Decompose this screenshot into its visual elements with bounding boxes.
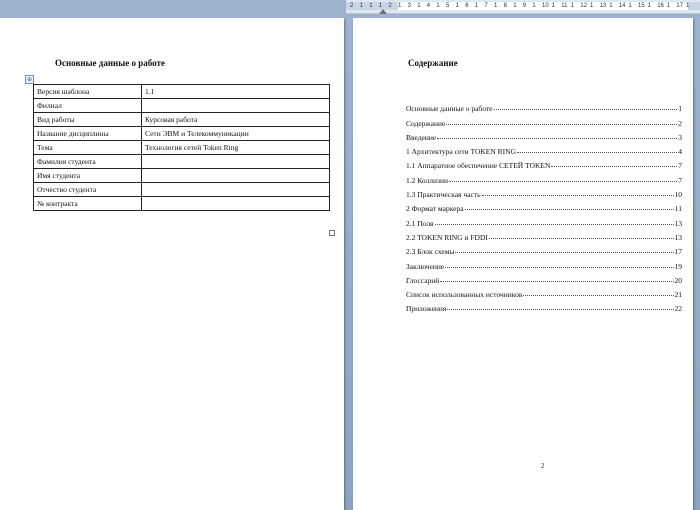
ruler-tick-label: 1 <box>647 3 651 9</box>
ruler-tick-label: 1 <box>609 3 613 9</box>
table-row <box>34 99 330 113</box>
toc-entry-page: 17 <box>674 247 682 257</box>
toc-entry-text: 2.2 TOKEN RING и FDDI <box>406 232 488 242</box>
toc-entry-text: 2.1 Поля <box>406 218 434 228</box>
toc-entry-text: 2 Формат маркера <box>406 204 464 214</box>
toc-entry[interactable] <box>406 213 682 227</box>
ruler-tick-label: 11 <box>561 3 568 9</box>
toc-leader-dots <box>446 123 677 125</box>
toc-entry[interactable] <box>406 299 682 313</box>
field-label[interactable]: № контракта <box>34 197 142 211</box>
toc-entry-page: 19 <box>674 261 682 271</box>
toc-entry-page: 11 <box>674 204 682 214</box>
ruler-tick-label: 7 <box>484 3 488 9</box>
field-label[interactable]: Филиал <box>34 99 142 113</box>
ruler-tick-label: 1 <box>436 3 440 9</box>
toc-entry-page: 10 <box>674 190 682 200</box>
ruler-tick-label: 1 <box>455 3 459 9</box>
table-row <box>34 169 330 183</box>
table-row <box>34 197 330 211</box>
table-row <box>34 127 330 141</box>
toc-entry-page: 1 <box>678 104 682 114</box>
ruler-margin-right <box>688 2 700 10</box>
toc-entry-text: 1.1 Аппаратное обеспечение СЕТЕЙ TOKEN <box>406 161 551 171</box>
toc-leader-dots <box>440 280 673 282</box>
toc-leader-dots <box>465 208 674 210</box>
toc-entry[interactable] <box>406 199 682 213</box>
field-value[interactable]: 1.1 <box>142 85 330 99</box>
toc-entry-text: Введение <box>406 132 437 142</box>
ruler-tick-label: 4 <box>426 3 431 9</box>
table-row <box>34 183 330 197</box>
ruler-tick-label: 14 <box>618 3 626 9</box>
field-value[interactable]: Сети ЭВМ и Телекоммуникации <box>142 127 330 141</box>
toc-entry-page: 21 <box>674 290 682 300</box>
table-row <box>34 85 330 99</box>
ruler-tick-label: 2 <box>350 3 354 9</box>
indent-marker-icon[interactable] <box>379 9 387 14</box>
ruler-tick-label: 1 <box>494 3 498 9</box>
ruler-tick-label: 1 <box>551 3 555 9</box>
toc-entry-page: 4 <box>678 147 682 157</box>
toc-entry-text: 1.3 Практическая часть <box>406 190 481 200</box>
ruler-tick-label: 1 <box>398 3 402 9</box>
toc-entry[interactable] <box>406 113 682 127</box>
field-value[interactable]: Технология сетей Token Ring <box>142 141 330 155</box>
field-value[interactable] <box>142 169 330 183</box>
field-label[interactable]: Тема <box>34 141 142 155</box>
page-number: 2 <box>541 462 545 470</box>
field-label[interactable]: Версия шаблона <box>34 85 142 99</box>
field-value[interactable] <box>142 99 330 113</box>
toc-leader-dots <box>445 266 673 268</box>
toc-entry[interactable] <box>406 128 682 142</box>
field-label[interactable]: Фамилия студента <box>34 155 142 169</box>
ruler-tick-label: 1 <box>369 3 373 9</box>
ruler-tick-label: 1 <box>417 3 421 9</box>
toc-entry[interactable] <box>406 156 682 170</box>
toc-title: Содержание <box>408 58 458 68</box>
field-label[interactable]: Вид работы <box>34 113 142 127</box>
ruler-tick-label: 1 <box>570 3 575 9</box>
field-label[interactable]: Имя студента <box>34 169 142 183</box>
toc-entry-page: 3 <box>678 132 682 142</box>
table-resize-handle-icon[interactable] <box>329 230 335 236</box>
field-value[interactable] <box>142 183 330 197</box>
ruler-tick-label: 1 <box>378 3 383 9</box>
toc-entry-page: 7 <box>678 161 682 171</box>
ruler-tick-label: 2 <box>388 3 392 9</box>
toc-entry[interactable] <box>406 142 682 156</box>
toc-entry-page: 2 <box>678 118 682 128</box>
toc-entry[interactable] <box>406 256 682 270</box>
ruler-tick-label: 1 <box>532 3 536 9</box>
toc-leader-dots <box>494 108 678 110</box>
table-row <box>34 141 330 155</box>
toc-leader-dots <box>517 151 677 153</box>
toc-entry-page: 20 <box>674 275 682 285</box>
page-title: Основные данные о работе <box>55 58 165 68</box>
ruler-tick-label: 13 <box>599 3 607 9</box>
toc-entry[interactable] <box>406 170 682 184</box>
ruler-tick-label: 10 <box>542 3 549 9</box>
ruler-tick-label: 6 <box>465 3 469 9</box>
ruler-tick-label: 12 <box>580 3 588 9</box>
toc-leader-dots <box>447 308 673 310</box>
toc-leader-dots <box>523 294 673 296</box>
ruler-tick-label: 5 <box>446 3 450 9</box>
ruler-tick-label: 1 <box>686 3 690 9</box>
ruler-tick-label: 1 <box>666 3 671 9</box>
toc-entry-text: Приложения <box>406 304 447 314</box>
toc-entry-text: Содержание <box>406 118 446 128</box>
ruler-tick-label: 9 <box>522 3 527 9</box>
toc-entry-text: Список использованных источников <box>406 290 523 300</box>
toc-entry-text: Глоссарий <box>406 275 440 285</box>
toc-leader-dots <box>437 137 677 139</box>
toc-leader-dots <box>455 251 673 253</box>
ruler-tick-label: 3 <box>407 3 411 9</box>
toc-entry[interactable] <box>406 185 682 199</box>
toc-entry-page: 22 <box>674 304 682 314</box>
field-value[interactable]: Курсовая работа <box>142 113 330 127</box>
toc-leader-dots <box>551 165 677 167</box>
toc-entry-text: Основные данные о работе <box>406 104 493 114</box>
field-value[interactable] <box>142 155 330 169</box>
ruler-tick-label: 15 <box>638 3 645 9</box>
ruler-tick-label: 17 <box>676 3 684 9</box>
toc-entry-page: 13 <box>674 218 682 228</box>
toc-leader-dots <box>489 237 674 239</box>
ruler-tick-label: 1 <box>628 3 632 9</box>
table-of-contents <box>406 99 682 313</box>
ruler-tick-label: 16 <box>657 3 664 9</box>
horizontal-ruler[interactable] <box>346 0 700 14</box>
toc-entry-text: Заключение <box>406 261 445 271</box>
toc-entry[interactable] <box>406 271 682 285</box>
table-row <box>34 113 330 127</box>
field-value[interactable] <box>142 197 330 211</box>
field-label[interactable]: Отчество студента <box>34 183 142 197</box>
toc-entry-text: 2.3 Блок схемы <box>406 247 455 257</box>
toc-entry-page: 7 <box>678 175 682 185</box>
page-2 <box>353 18 693 510</box>
ruler-tick-label: 8 <box>503 3 507 9</box>
toc-leader-dots <box>449 180 677 182</box>
toc-entry-page: 13 <box>674 232 682 242</box>
ruler-tick-label: 1 <box>513 3 517 9</box>
toc-leader-dots <box>482 194 674 196</box>
field-label[interactable]: Название дисциплины <box>34 127 142 141</box>
page-1 <box>0 18 344 510</box>
work-info-table <box>33 84 330 211</box>
toc-entry[interactable] <box>406 99 682 113</box>
table-move-handle-icon[interactable]: ⊕ <box>26 76 33 83</box>
toc-entry[interactable] <box>406 242 682 256</box>
table-row <box>34 155 330 169</box>
toc-entry[interactable] <box>406 228 682 242</box>
ruler-tick-label: 1 <box>359 3 363 9</box>
toc-entry-text: 1 Архитектура сети TOKEN RING <box>406 147 516 157</box>
toc-entry-text: 1.2 Коллизии <box>406 175 449 185</box>
ruler-tick-label: 1 <box>474 3 479 9</box>
ruler-tick-label: 1 <box>590 3 594 9</box>
toc-leader-dots <box>435 223 674 225</box>
toc-entry[interactable] <box>406 285 682 299</box>
